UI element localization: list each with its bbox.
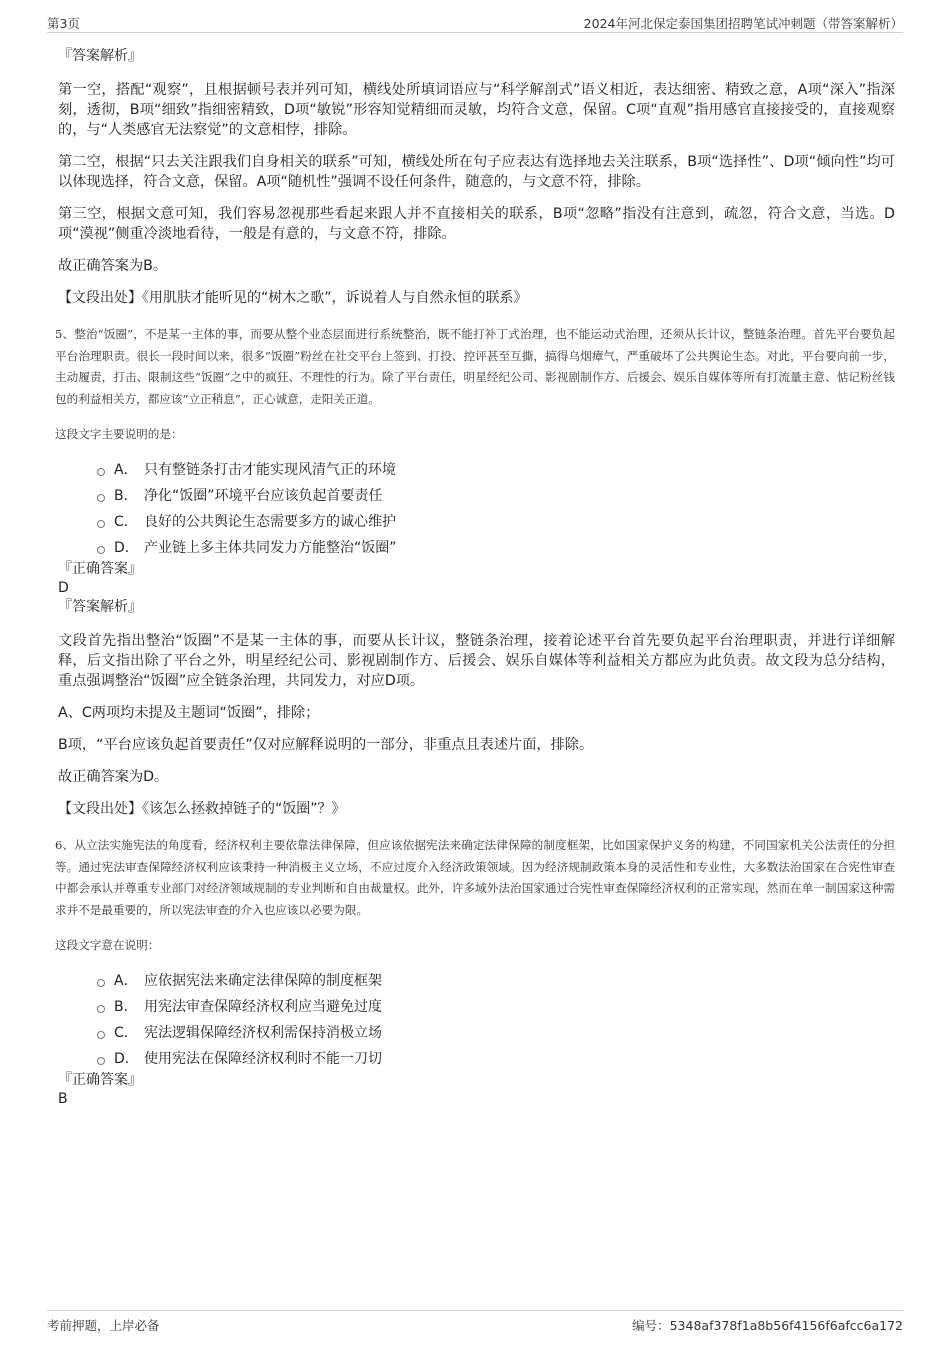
question-6-option-b[interactable] xyxy=(97,993,895,1019)
footer-slogan: 考前押题，上岸必备 xyxy=(47,1318,160,1333)
question-5-text: 5、整治“饭圈”，不是某一主体的事，而要从整个业态层面进行系统整治，既不能打补丁式治理，也不能运动式治理，还须从长计议，整链条治理。首先平台要负起平台治理职责。很长一段时间以来，很多“饭圈”粉丝在社交平台上签到、打投、控评甚至互撕，搞得乌烟瘴气，严重破坏了公共舆论生态。对此，平台要向前一步，主动履责，打击、限制这些“饭圈”之中的疯狂、不理性的行为。除了平台责任，明星经纪公司、影视剧制作方、后援会、娱乐自媒体等所有打流量主意、惦记粉丝钱包的利益相关方，都应该“立正稍息”，正心诚意，走阳关正道。 xyxy=(55,327,895,406)
question-6-options xyxy=(97,967,895,1071)
option-text: 产业链上多主体共同发力方能整治“饭圈” xyxy=(144,540,397,556)
radio-icon[interactable] xyxy=(97,494,105,502)
option-letter: B． xyxy=(114,488,138,504)
option-text: 使用宪法在保障经济权利时不能一刀切 xyxy=(144,1051,382,1067)
question-5-option-b[interactable] xyxy=(97,482,895,508)
page-content xyxy=(55,46,895,1109)
radio-icon[interactable] xyxy=(97,979,105,987)
analysis-label: 『答案解析』 xyxy=(58,599,142,615)
radio-icon[interactable] xyxy=(97,468,105,476)
radio-icon[interactable] xyxy=(97,1005,105,1013)
document-serial: 编号：5348af378f1a8b56f4156f6afcc6a172 xyxy=(632,1318,903,1333)
option-letter: C． xyxy=(114,1025,138,1041)
page-footer xyxy=(47,1310,903,1335)
radio-icon[interactable] xyxy=(97,546,105,554)
option-text: 宪法逻辑保障经济权利需保持消极立场 xyxy=(144,1025,382,1041)
option-letter: D． xyxy=(114,1051,139,1067)
analysis-paragraph-2: A、C两项均未提及主题词“饭圈”，排除； xyxy=(58,705,320,721)
radio-icon[interactable] xyxy=(97,1031,105,1039)
question-5-option-d[interactable] xyxy=(97,534,895,560)
radio-icon[interactable] xyxy=(97,520,105,528)
analysis-paragraph-1: 文段首先指出整治“饭圈”不是某一主体的事，而要从长计议，整链条治理，接着论述平台首先要负起平台治理职责，并进行详细解释，后文指出除了平台之外，明星经纪公司、影视剧制作方、后援会、娱乐自媒体等利益相关方都应为此负责。故文段为总分结构，重点强调整治“饭圈”应全链条治理，共同发力，对应D项。 xyxy=(58,633,895,689)
page-header xyxy=(47,12,903,33)
correct-answer-label: 『正确答案』 xyxy=(58,1072,142,1088)
question-5-option-c[interactable] xyxy=(97,508,895,534)
correct-answer-value: D xyxy=(58,580,69,596)
page-number: 第3页 xyxy=(47,16,80,31)
analysis-paragraph-2: 第二空，根据“只去关注跟我们自身相关的联系”可知，横线处所在句子应表达有选择地去关注联系，B项“选择性”、D项“倾向性”均可以体现选择，符合文意，保留。A项“随机性”强调不设任何条件，随意的，与文意不符，排除。 xyxy=(58,154,895,190)
analysis-paragraph-3: B项，“平台应该负起首要责任”仅对应解释说明的一部分，非重点且表述片面，排除。 xyxy=(58,737,594,753)
analysis-conclusion: 故正确答案为D。 xyxy=(58,769,169,785)
source-citation: 【文段出处】《该怎么拯救掉链子的“饭圈”？》 xyxy=(58,801,346,817)
question-6-option-c[interactable] xyxy=(97,1019,895,1045)
analysis-label: 『答案解析』 xyxy=(58,48,142,64)
question-6-prompt: 这段文字意在说明： xyxy=(55,938,160,952)
option-letter: D． xyxy=(114,540,139,556)
option-text: 应依据宪法来确定法律保障的制度框架 xyxy=(144,973,382,989)
question-6-option-a[interactable] xyxy=(97,967,895,993)
analysis-paragraph-3: 第三空，根据文意可知，我们容易忽视那些看起来跟人并不直接相关的联系，B项“忽略”指没有注意到，疏忽，符合文意，当选。D项“漠视”侧重冷淡地看待，一般是有意的，与文意不符，排除。 xyxy=(58,206,895,242)
option-letter: A． xyxy=(114,462,138,478)
option-text: 用宪法审查保障经济权利应当避免过度 xyxy=(144,999,382,1015)
question-6-option-d[interactable] xyxy=(97,1045,895,1071)
question-6-text: 6、从立法实施宪法的角度看，经济权利主要依靠法律保障，但应该依据宪法来确定法律保障的制度框架，比如国家保护义务的构建，不同国家机关公法责任的分担等。通过宪法审查保障经济权利应该秉持一种消极主义立场，不应过度介入经济政策领域。因为经济规制政策本身的灵活性和专业性，大多数法治国家在合宪性审查中都会承认并尊重专业部门对经济领域规制的专业判断和自由裁量权。此外，许多域外法治国家通过合宪性审查保障经济权利的正常实现，然而在单一制国家这种需求并不是最重要的，所以宪法审查的介入也应该以必要为限。 xyxy=(55,838,895,917)
document-title: 2024年河北保定泰国集团招聘笔试冲刺题（带答案解析） xyxy=(583,16,903,31)
option-letter: A． xyxy=(114,973,138,989)
option-text: 净化“饭圈”环境平台应该负起首要责任 xyxy=(144,488,383,504)
option-letter: C． xyxy=(114,514,138,530)
radio-icon[interactable] xyxy=(97,1057,105,1065)
question-5-option-a[interactable] xyxy=(97,456,895,482)
option-letter: B． xyxy=(114,999,138,1015)
option-text: 良好的公共舆论生态需要多方的诚心维护 xyxy=(144,514,396,530)
correct-answer-label: 『正确答案』 xyxy=(58,561,142,577)
source-citation: 【文段出处】《用肌肤才能听见的“树木之歌”，诉说着人与自然永恒的联系》 xyxy=(58,290,528,306)
analysis-paragraph-1: 第一空，搭配“观察”，且根据顿号表并列可知，横线处所填词语应与“科学解剖式”语义相近，表达细密、精致之意，A项“深入”指深刻，透彻，B项“细致”指细密精致，D项“敏锐”形容知觉精细而灵敏，均符合文意，保留。C项“直观”指用感官直接接受的，直接观察的，与“人类感官无法察觉”的文意相悖，排除。 xyxy=(58,82,895,138)
question-5-prompt: 这段文字主要说明的是： xyxy=(55,427,183,441)
correct-answer-value: B xyxy=(58,1091,68,1107)
analysis-conclusion: 故正确答案为B。 xyxy=(58,258,168,274)
question-5-options xyxy=(97,456,895,560)
option-text: 只有整链条打击才能实现风清气正的环境 xyxy=(144,462,396,478)
